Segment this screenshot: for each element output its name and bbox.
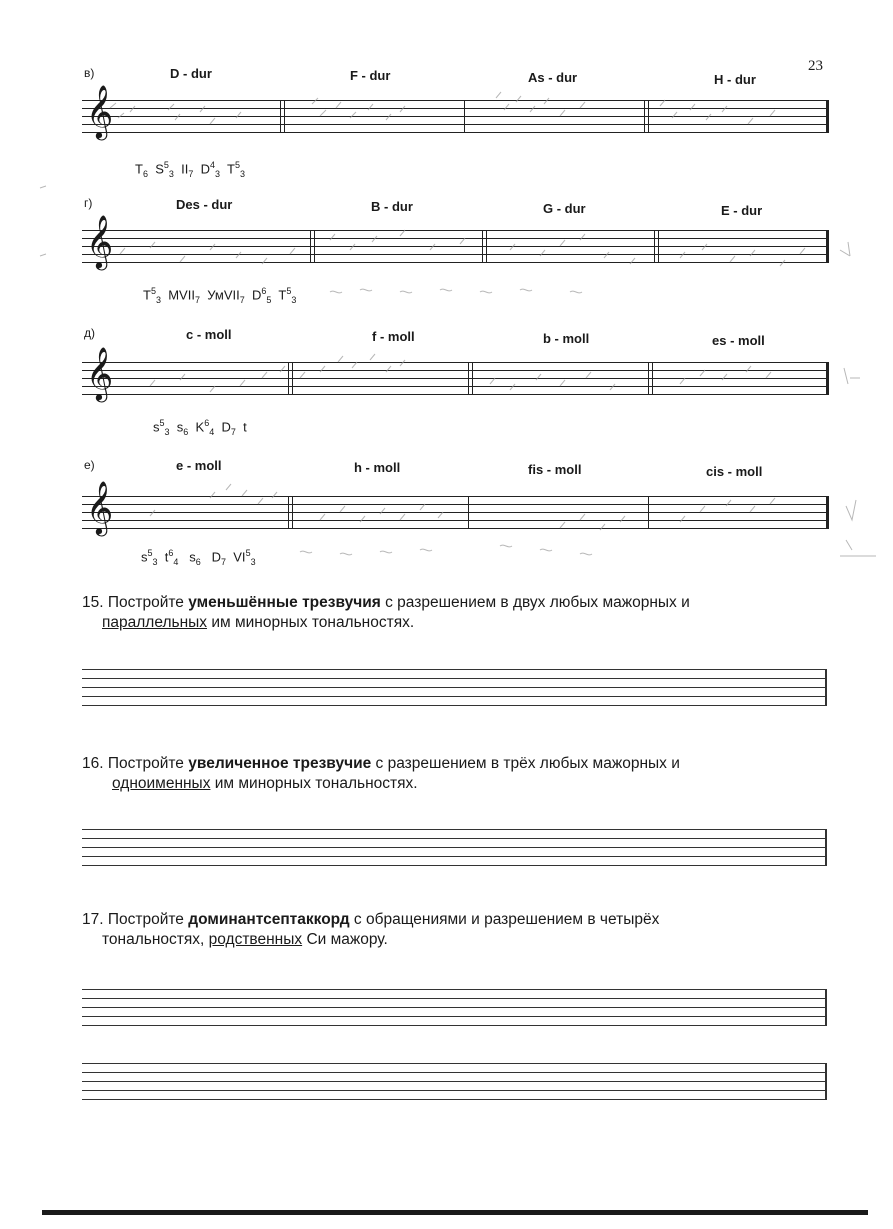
- empty-staff: [82, 829, 827, 865]
- exercise-letter: г): [84, 196, 93, 210]
- key-label: e - moll: [176, 458, 222, 473]
- treble-clef-icon: 𝄞: [86, 214, 114, 268]
- exercise-letter: в): [84, 66, 95, 80]
- function-row: $s^5_3$ $t^6_4$ $s_6$ $D_7$ $VI^5_3$: [141, 548, 256, 567]
- key-label: D - dur: [170, 66, 212, 81]
- key-label: H - dur: [714, 72, 756, 87]
- exercise-letter: д): [84, 326, 95, 340]
- underlined-term: родственных: [208, 931, 303, 948]
- key-label: F - dur: [350, 68, 391, 83]
- page-number: 23: [808, 58, 823, 74]
- treble-clef-icon: 𝄞: [86, 346, 114, 400]
- key-label: E - dur: [721, 203, 763, 218]
- music-staff: [82, 214, 829, 274]
- key-label: B - dur: [371, 199, 413, 214]
- key-label: h - moll: [354, 460, 401, 475]
- key-label: G - dur: [543, 201, 586, 216]
- key-label: es - moll: [712, 333, 765, 348]
- page-edge-shadow: [42, 1210, 868, 1215]
- treble-clef-icon: 𝄞: [86, 480, 114, 534]
- task-16: 16. Постройте увеличенное трезвучие с разрешением в трёх любых мажорных и одноименных им минорных тональностях.: [82, 755, 680, 792]
- music-staff: [82, 480, 829, 540]
- music-staff: [82, 84, 829, 144]
- underlined-term: параллельных: [102, 614, 208, 631]
- key-label: Des - dur: [176, 197, 233, 212]
- key-label: c - moll: [186, 327, 232, 342]
- underlined-term: одноименных: [112, 775, 211, 792]
- exercise-letter: е): [84, 458, 95, 472]
- task-keyword: уменьшённые трезвучия: [188, 594, 381, 611]
- task-keyword: увеличенное трезвучие: [188, 755, 372, 772]
- treble-clef-icon: 𝄞: [86, 84, 114, 138]
- empty-staff: [82, 1063, 827, 1099]
- key-label: As - dur: [528, 70, 578, 85]
- function-row: $s^5_3$ $s_6$ $K^6_4$ $D_7$ t: [153, 418, 247, 437]
- key-label: f - moll: [372, 329, 415, 344]
- function-row: $T_6$ $S^5_3$ $II_7$ $D^4_3$ $T^5_3$: [135, 160, 246, 179]
- empty-staff: [82, 669, 827, 705]
- task-17: 17. Постройте доминантсептаккорд с обращениями и разрешением в четырёх тональностях, родственных Си мажору.: [82, 911, 660, 948]
- empty-staff: [82, 989, 827, 1025]
- function-row: $T^5_3$ $MVII_7$ УмVII$_7$ $D^6_5$ $T^5_3$: [143, 286, 297, 305]
- task-15: 15. Постройте уменьшённые трезвучия с разрешением в двух любых мажорных и параллельных им минорных тональностях.: [82, 594, 690, 631]
- key-label: b - moll: [543, 331, 590, 346]
- key-label: fis - moll: [528, 462, 582, 477]
- task-keyword: доминантсептаккорд: [188, 911, 350, 928]
- key-label: cis - moll: [706, 464, 763, 479]
- music-staff: [82, 346, 829, 406]
